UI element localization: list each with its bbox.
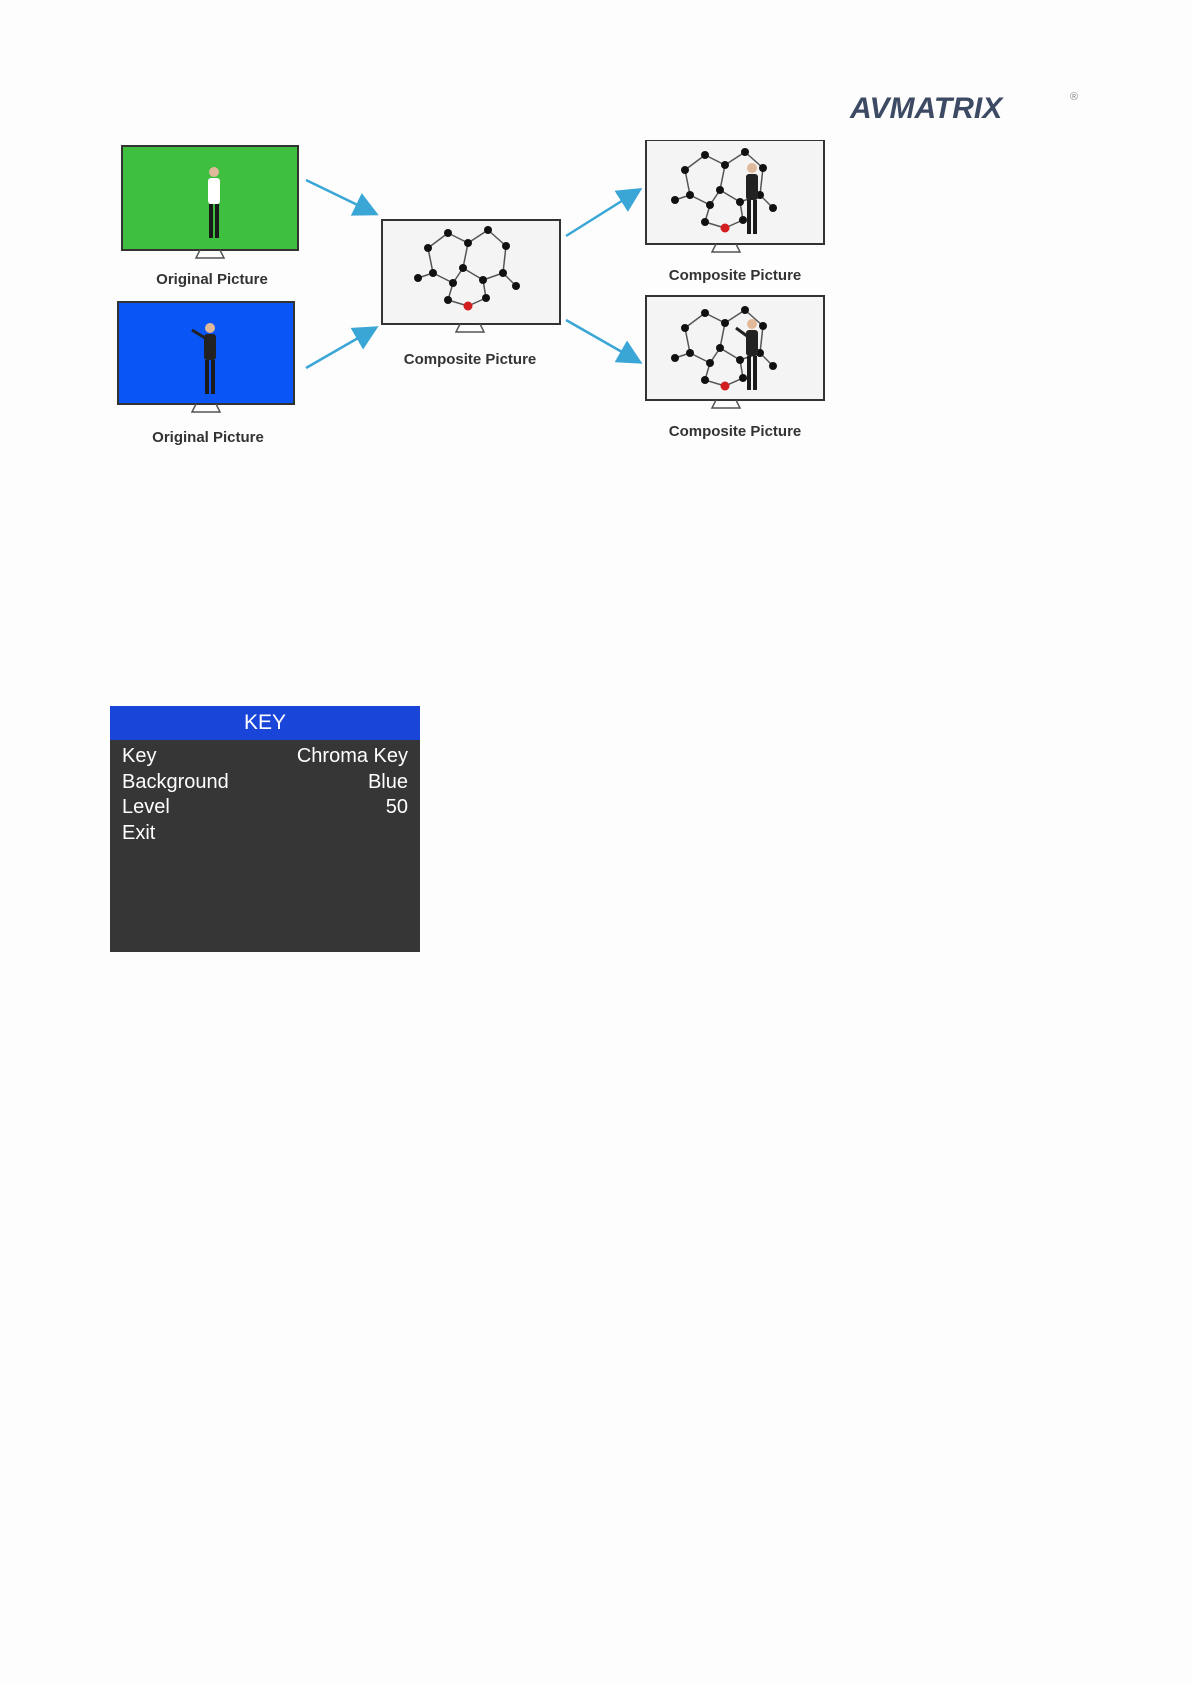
menu-item-label: Exit — [122, 821, 156, 844]
menu-item-label: Level — [122, 796, 170, 818]
registered-mark: ® — [1070, 91, 1079, 103]
caption-original-picture-top: Original Picture — [156, 271, 268, 288]
caption-composite-picture-top: Composite Picture — [668, 267, 802, 284]
menu-item-label: Key — [122, 745, 157, 767]
composite-picture-right-top — [646, 140, 824, 252]
logo-wordmark: AVMATRIX — [850, 92, 1003, 124]
arrow-composite-to-bottom — [566, 320, 636, 360]
arrow-blue-to-composite — [306, 330, 372, 368]
arrow-composite-to-top — [566, 192, 636, 236]
original-picture-blue — [118, 302, 294, 412]
original-picture-green — [122, 146, 298, 258]
menu-item-label: Background — [122, 770, 229, 793]
composite-picture-center — [382, 220, 560, 332]
diagram-graphic — [100, 140, 900, 460]
menu-item-value: Chroma Key — [296, 745, 408, 767]
key-menu-list — [110, 740, 420, 846]
composite-picture-right-bottom — [646, 296, 824, 408]
menu-item-value: 50 — [385, 796, 408, 818]
menu-item-level[interactable] — [110, 795, 420, 821]
menu-item-exit[interactable] — [110, 821, 420, 847]
key-menu-title: KEY — [110, 706, 420, 740]
chroma-key-diagram — [100, 140, 900, 460]
caption-composite-picture-bottom: Composite Picture — [668, 423, 802, 440]
menu-item-background[interactable] — [110, 770, 420, 796]
menu-item-key[interactable] — [110, 744, 420, 770]
menu-item-value: Blue — [367, 770, 408, 793]
caption-composite-picture-center: Composite Picture — [403, 351, 537, 368]
key-menu-panel — [110, 706, 420, 952]
avmatrix-logo — [842, 84, 1082, 124]
caption-original-picture-bottom: Original Picture — [152, 429, 264, 446]
arrow-green-to-composite — [306, 180, 372, 212]
